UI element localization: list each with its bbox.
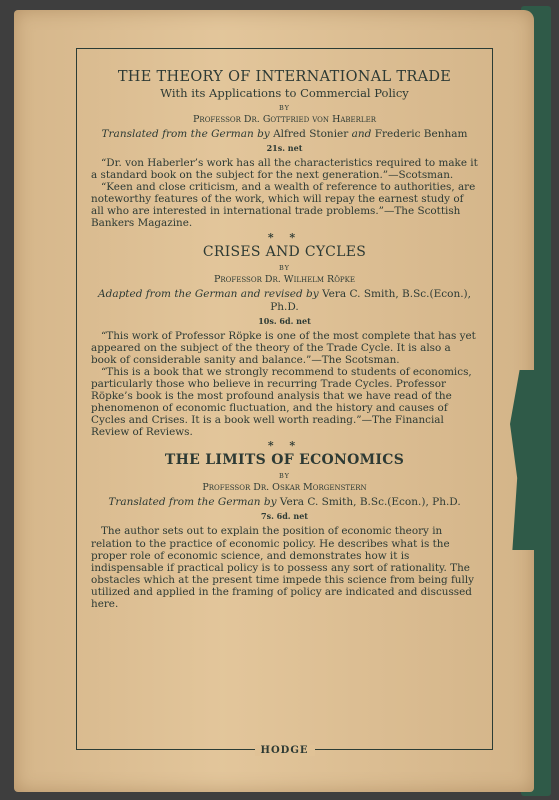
by-label: BY xyxy=(279,263,290,272)
translator: Alfred Stonier xyxy=(273,128,349,140)
credit-prefix: Translated from the German by xyxy=(108,496,277,509)
by-label: BY xyxy=(279,472,290,481)
credit-prefix: Adapted from the German and revised by xyxy=(98,287,319,300)
translator: Frederic Benham xyxy=(374,128,468,140)
credit-and: and xyxy=(351,128,372,140)
book-subtitle: With its Applications to Commercial Policy xyxy=(160,86,409,100)
book-credit xyxy=(83,128,486,141)
credit-prefix: Translated from the German by xyxy=(101,128,270,140)
book-review: “Keen and close criticism, and a wealth of reference to authorities, are noteworthy features of the work, which will repay the earnest study of all who are interested in international trade problems.”—The Scottish Bankers Magazine. xyxy=(91,181,476,230)
book-price: 7s. 6d. net xyxy=(261,511,308,522)
book-title: THE LIMITS OF ECONOMICS xyxy=(164,452,405,469)
publisher-imprint xyxy=(77,738,492,757)
publisher-name: HODGE xyxy=(255,745,315,756)
book-2 xyxy=(83,244,486,439)
book-1 xyxy=(83,69,486,230)
translator: Vera C. Smith, B.Sc.(Econ.), Ph.D. xyxy=(270,287,471,313)
book-author: Professor Dr. Oskar Morgenstern xyxy=(202,482,367,494)
book-credit xyxy=(83,496,486,509)
separator: * * xyxy=(267,439,302,453)
book-review: “This work of Professor Röpke is one of the most complete that has yet appeared on the subject of the theory of the Trade Cycle. It is also a book of considerable sanity and balance.”—The Scotsman. xyxy=(91,329,476,366)
dust-jacket-back xyxy=(14,10,534,792)
book-credit xyxy=(83,288,486,314)
separator: * * xyxy=(267,230,302,244)
book-title: CRISES AND CYCLES xyxy=(202,243,367,260)
translator: Vera C. Smith, B.Sc.(Econ.), Ph.D. xyxy=(279,496,461,509)
book-title: THE THEORY OF INTERNATIONAL TRADE xyxy=(117,69,452,85)
book-author: Professor Dr. Wilhelm Röpke xyxy=(214,273,355,285)
book-price: 21s. net xyxy=(266,143,303,153)
by-label: BY xyxy=(279,104,290,112)
book-3 xyxy=(83,452,486,610)
book-author: Professor Dr. Gottfried von Haberler xyxy=(193,114,376,125)
advert-frame xyxy=(76,48,493,756)
advert-content xyxy=(83,57,486,610)
book-price: 10s. 6d. net xyxy=(258,315,311,326)
book-review: “This is a book that we strongly recommend to students of economics, particularly those who believe in recurring Trade Cycles. Professor Röpke’s book is the most profound analysis that we have read of the phenomenon of economic fluctuation, and the history and causes of Cycles and Crises. It is a book well worth reading.”—The Financial Review of Reviews. xyxy=(91,365,472,439)
book-description: The author sets out to explain the position of economic theory in relation to the practice of economic policy. He describes what is the proper role of economic science, and demonstrates how it is indispensable if practical policy is to possess any sort of rationality. The obstacles which at the present time impede this science from being fully utilized and applied in the framing of policy are indicated and discussed here. xyxy=(91,525,475,610)
jacket-tear xyxy=(510,370,534,550)
book-review: “Dr. von Haberler’s work has all the characteristics required to make it a standard book on the subject for the next generation.”—Scotsman. xyxy=(91,157,478,182)
